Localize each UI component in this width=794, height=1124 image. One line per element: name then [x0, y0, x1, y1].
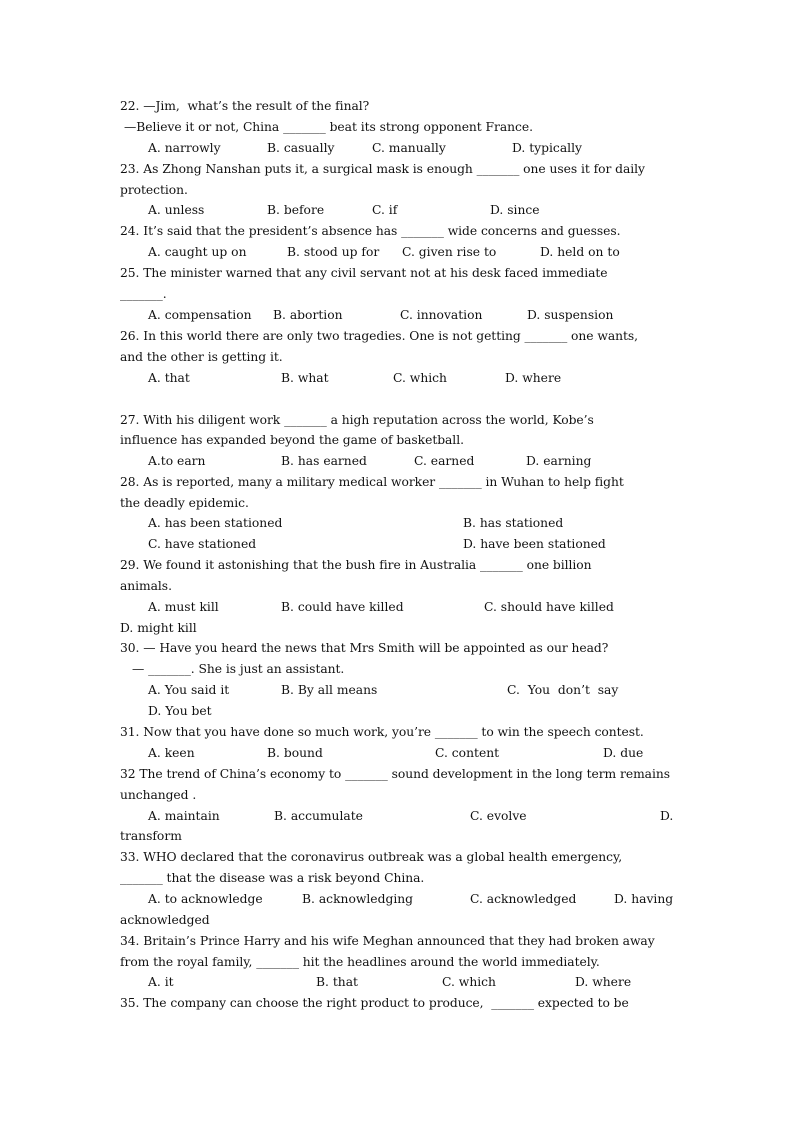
q23-option-a: A. unless [148, 203, 205, 217]
question-30-line1: 30. — Have you heard the news that Mrs Smith will be appointed as our head? [120, 641, 609, 655]
question-33-line2: _______ that the disease was a risk beyond China. [120, 871, 425, 885]
q22-option-c: C. manually [372, 141, 446, 155]
q22-option-a: A. narrowly [148, 141, 221, 155]
q25-option-a: A. compensation [148, 308, 252, 322]
question-30-line2: — _______. She is just an assistant. [132, 662, 345, 676]
q32-option-c: C. evolve [470, 809, 527, 823]
q27-option-b: B. has earned [281, 454, 367, 468]
question-22-stem: 22. —Jim, what’s the result of the final? [120, 99, 370, 113]
q26-option-b: B. what [281, 371, 329, 385]
q33-option-c: C. acknowledged [470, 892, 577, 906]
q24-option-c: C. given rise to [402, 245, 497, 259]
question-26-line1: 26. In this world there are only two tragedies. One is not getting _______ one wants, [120, 329, 639, 343]
question-28-line2: the deadly epidemic. [120, 496, 249, 510]
question-25-line2: _______. [120, 287, 167, 301]
q23-option-c: C. if [372, 203, 398, 217]
question-23-line2: protection. [120, 183, 188, 197]
q29-option-a: A. must kill [148, 600, 219, 614]
q23-option-b: B. before [267, 203, 325, 217]
question-24-line1: 24. It’s said that the president’s absence has _______ wide concerns and guesses. [120, 224, 621, 238]
q29-option-b: B. could have killed [281, 600, 404, 614]
q24-option-a: A. caught up on [148, 245, 247, 259]
question-27-line1: 27. With his diligent work _______ a high reputation across the world, Kobe’s [120, 413, 594, 427]
q25-option-b: B. abortion [273, 308, 343, 322]
question-28-line1: 28. As is reported, many a military medical worker _______ in Wuhan to help fight [120, 475, 624, 489]
q31-option-b: B. bound [267, 746, 323, 760]
q34-option-b: B. that [316, 975, 358, 989]
question-23-line1: 23. As Zhong Nanshan puts it, a surgical mask is enough _______ one uses it for daily [120, 162, 645, 176]
q32-option-a: A. maintain [148, 809, 220, 823]
question-32-line2: unchanged . [120, 788, 197, 802]
q30-option-a: A. You said it [148, 683, 230, 697]
q24-option-b: B. stood up for [287, 245, 380, 259]
question-29-line1: 29. We found it astonishing that the bush fire in Australia _______ one billion [120, 558, 592, 572]
q33-option-b: B. acknowledging [302, 892, 414, 906]
q33-option-d-label: D. having [614, 892, 674, 906]
question-25-line1: 25. The minister warned that any civil servant not at his desk faced immediate [120, 266, 608, 280]
q28-option-b: B. has stationed [463, 516, 564, 530]
question-26-line2: and the other is getting it. [120, 350, 283, 364]
q22-option-d: D. typically [512, 141, 582, 155]
question-32-line1: 32 The trend of China’s economy to _______ sound development in the long term remains [120, 767, 670, 781]
question-34-line2: from the royal family, _______ hit the headlines around the world immediately. [120, 955, 600, 969]
q30-option-c: C. You don’t say [507, 683, 619, 697]
q27-option-d: D. earning [526, 454, 592, 468]
q32-option-d-label: D. [660, 809, 674, 823]
question-22-line2: —Believe it or not, China _______ beat its strong opponent France. [124, 120, 533, 134]
q28-option-d: D. have been stationed [463, 537, 606, 551]
question-34-line1: 34. Britain’s Prince Harry and his wife Meghan announced that they had broken away [120, 934, 655, 948]
question-29-line2: animals. [120, 579, 172, 593]
q31-option-a: A. keen [148, 746, 195, 760]
q30-option-d: D. You bet [148, 704, 212, 718]
q28-option-c: C. have stationed [148, 537, 257, 551]
q26-option-c: C. which [393, 371, 447, 385]
q32-option-d-text: transform [120, 829, 182, 843]
q32-option-b: B. accumulate [274, 809, 363, 823]
q26-option-a: A. that [148, 371, 190, 385]
q33-option-a: A. to acknowledge [148, 892, 263, 906]
question-31-line1: 31. Now that you have done so much work, you’re _______ to win the speech contest. [120, 725, 644, 739]
q31-option-d: D. due [603, 746, 644, 760]
q34-option-a: A. it [148, 975, 174, 989]
q30-option-b: B. By all means [281, 683, 378, 697]
q27-option-a: A.to earn [148, 454, 206, 468]
q28-option-a: A. has been stationed [148, 516, 283, 530]
q27-option-c: C. earned [414, 454, 475, 468]
question-33-line1: 33. WHO declared that the coronavirus outbreak was a global health emergency, [120, 850, 623, 864]
q29-option-d: D. might kill [120, 621, 197, 635]
question-27-line2: influence has expanded beyond the game of basketball. [120, 433, 464, 447]
q24-option-d: D. held on to [540, 245, 620, 259]
q34-option-d: D. where [575, 975, 632, 989]
q26-option-d: D. where [505, 371, 562, 385]
q34-option-c: C. which [442, 975, 496, 989]
q33-option-d-text: acknowledged [120, 913, 210, 927]
q23-option-d: D. since [490, 203, 540, 217]
q25-option-d: D. suspension [527, 308, 614, 322]
q22-option-b: B. casually [267, 141, 335, 155]
question-35-line1: 35. The company can choose the right product to produce, _______ expected to be [120, 996, 629, 1010]
q31-option-c: C. content [435, 746, 500, 760]
q29-option-c: C. should have killed [484, 600, 614, 614]
q25-option-c: C. innovation [400, 308, 483, 322]
